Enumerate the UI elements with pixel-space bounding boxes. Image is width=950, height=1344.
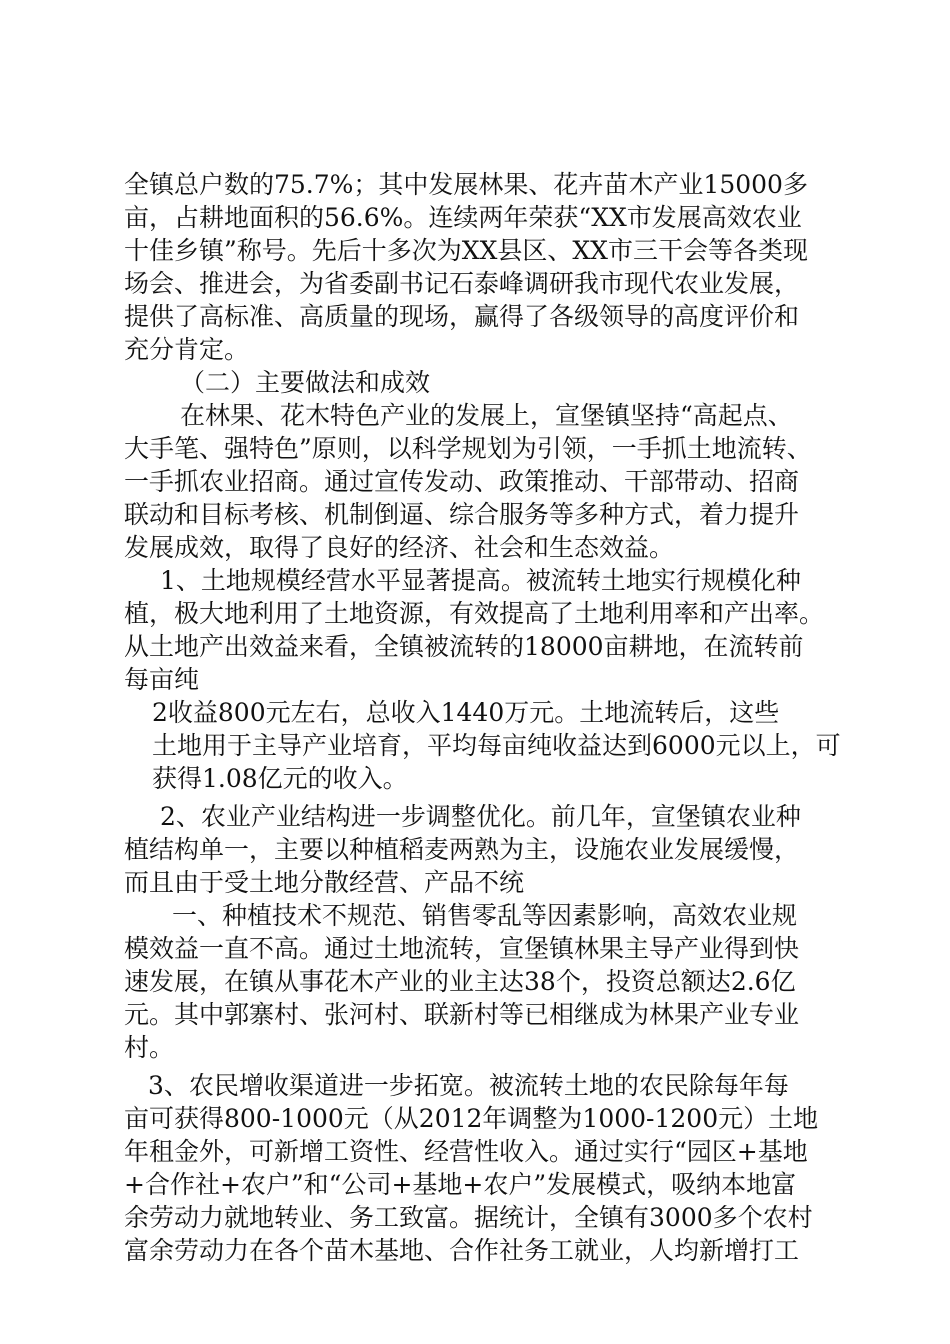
text-line: 土地用于主导产业培育，平均每亩纯收益达到6000元以上，可 [152, 731, 841, 760]
text-line: 十佳乡镇”称号。先后十多次为XX县区、XX市三干会等各类现 [124, 236, 808, 265]
text-line: 一手抓农业招商。通过宣传发动、政策推动、干部带动、招商 [124, 467, 800, 496]
text-line: 每亩纯 [124, 665, 200, 694]
text-line: 3、农民增收渠道进一步拓宽。被流转土地的农民除每年每 [148, 1071, 789, 1100]
text-line: 联动和目标考核、机制倒逼、综合服务等多种方式，着力提升 [124, 500, 800, 529]
text-line: 场会、推进会，为省委副书记石泰峰调研我市现代农业发展， [124, 269, 800, 298]
text-line: 充分肯定。 [124, 335, 250, 364]
text-line: 亩可获得800-1000元（从2012年调整为1000-1200元）土地 [124, 1104, 819, 1133]
text-line: 一、种植技术不规范、销售零乱等因素影响，高效农业规 [172, 901, 798, 930]
text-line: 发展成效，取得了良好的经济、社会和生态效益。 [124, 533, 675, 562]
text-line: 而且由于受土地分散经营、产品不统 [124, 868, 525, 897]
text-line: 元。其中郭寨村、张河村、联新村等已相继成为林果产业专业 [124, 1000, 800, 1029]
text-line: 植，极大地利用了土地资源，有效提高了土地利用率和产出率。 [124, 599, 825, 628]
text-line: 提供了高标准、高质量的现场，赢得了各级领导的高度评价和 [124, 302, 800, 331]
text-line: 在林果、花木特色产业的发展上，宣堡镇坚持“高起点、 [180, 401, 793, 430]
section-heading: （二）主要做法和成效 [180, 368, 431, 397]
text-line: 亩，占耕地面积的56.6%。连续两年荣获“XX市发展高效农业 [124, 203, 802, 232]
text-line: 2、农业产业结构进一步调整优化。前几年，宣堡镇农业种 [160, 802, 801, 831]
text-line: 2收益800元左右，总收入1440万元。土地流转后，这些 [152, 698, 780, 727]
text-line: 全镇总户数的75.7%；其中发展林果、花卉苗木产业15000多 [124, 170, 808, 199]
document-body [124, 168, 841, 1267]
text-line: 富余劳动力在各个苗木基地、合作社务工就业，人均新增打工 [124, 1236, 800, 1265]
text-line: 模效益一直不高。通过土地流转，宣堡镇林果主导产业得到快 [124, 934, 800, 963]
text-line: 植结构单一，主要以种植稻麦两熟为主，设施农业发展缓慢， [124, 835, 800, 864]
text-line: 速发展，在镇从事花木产业的业主达38个，投资总额达2.6亿 [124, 967, 796, 996]
text-line: +合作社+农户”和“公司+基地+农户”发展模式，吸纳本地富 [124, 1170, 797, 1199]
text-line: 大手笔、强特色”原则，以科学规划为引领，一手抓土地流转、 [124, 434, 812, 463]
text-line: 余劳动力就地转业、务工致富。据统计，全镇有3000多个农村 [124, 1203, 813, 1232]
text-line: 年租金外，可新增工资性、经营性收入。通过实行“园区+基地 [124, 1137, 808, 1166]
text-line: 获得1.08亿元的收入。 [152, 764, 408, 793]
text-line: 从土地产出效益来看，全镇被流转的18000亩耕地，在流转前 [124, 632, 804, 661]
text-line: 村。 [124, 1033, 175, 1062]
text-line: 1、土地规模经营水平显著提高。被流转土地实行规模化种 [160, 566, 801, 595]
